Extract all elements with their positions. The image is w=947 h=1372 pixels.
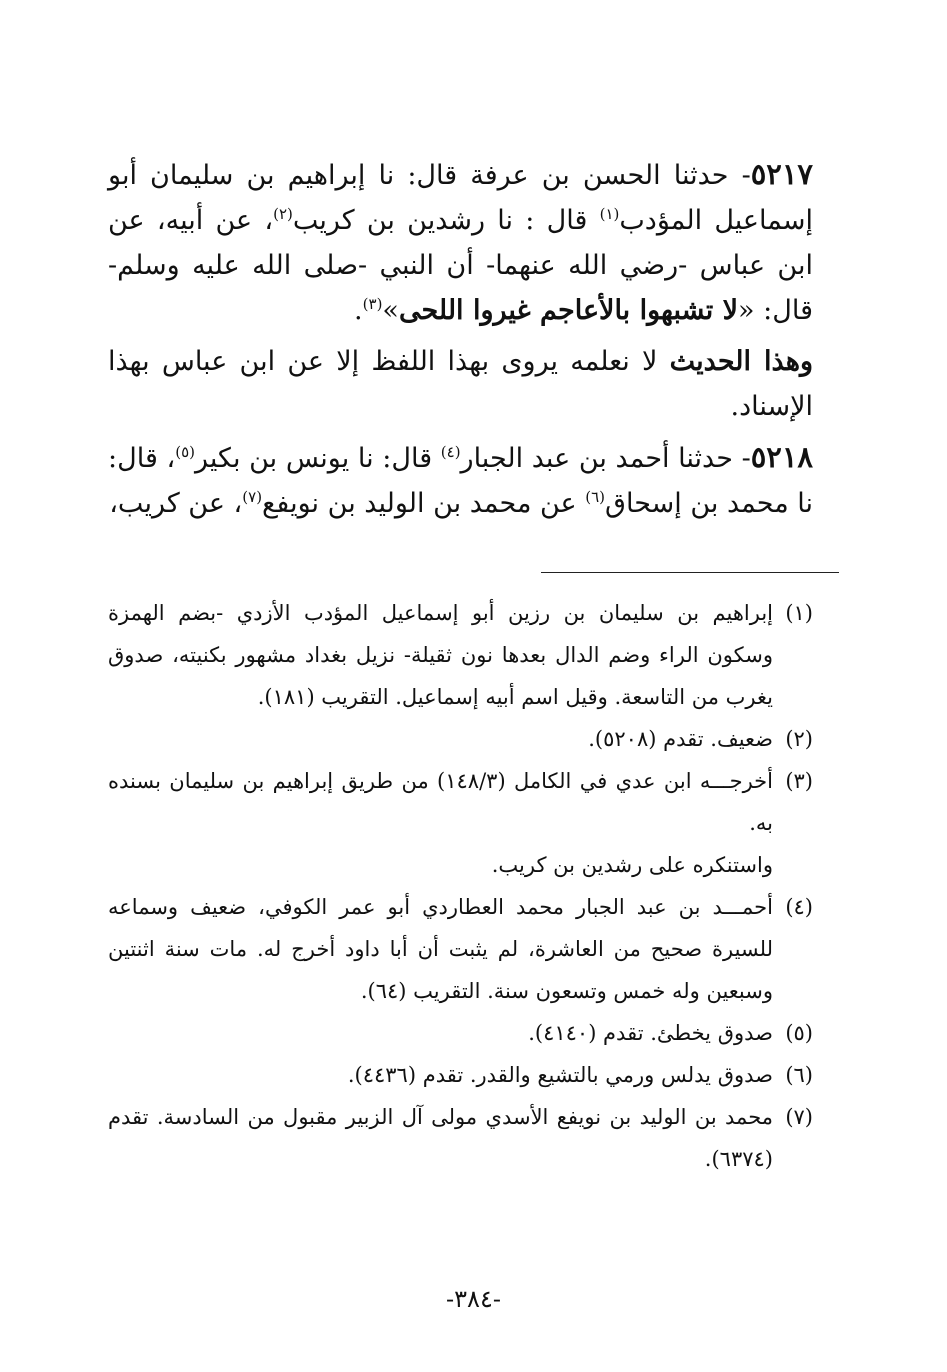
footnote-ref-5[interactable]: (٥) bbox=[175, 443, 195, 461]
footnote-ref-1[interactable]: (١) bbox=[599, 205, 620, 223]
comment-text: لا نعلمه يروى بهذا اللفظ إلا عن ابن عباس بهذا الإسناد. bbox=[108, 346, 813, 422]
footnote-3 bbox=[108, 760, 813, 844]
comment-lead: وهذا الحديث bbox=[669, 346, 813, 377]
hadith-text: - حدثنا أحمد بن عبد الجبار bbox=[460, 443, 751, 474]
footnote-ref-4[interactable]: (٤) bbox=[440, 443, 461, 461]
hadith-text: قال : نا رشدين بن كريب bbox=[292, 205, 600, 236]
hadith-number: ٥٢١٨ bbox=[750, 440, 813, 474]
hadith-number: ٥٢١٧ bbox=[750, 157, 813, 191]
main-text bbox=[108, 152, 813, 526]
hadith-text: ، عن كريب، bbox=[109, 488, 243, 519]
hadith-text: عن محمد بن الوليد بن نويفع bbox=[262, 488, 586, 519]
footnote-ref-7[interactable]: (٧) bbox=[242, 488, 263, 506]
footnote-text: ضعيف. تقدم (٥٢٠٨). bbox=[588, 727, 773, 751]
footnote-text: صدوق يدلس ورمي بالتشيع والقدر. تقدم (٤٤٣٦). bbox=[347, 1063, 773, 1087]
footnote-marker: (٧) bbox=[785, 1105, 813, 1129]
footnote-5 bbox=[108, 1012, 813, 1054]
hadith-text: - حدثنا الحسن بن عرفة قال: نا إبراهيم بن سليمان أبو إسماعيل المؤدب bbox=[108, 160, 813, 236]
footnote-ref-2[interactable]: (٢) bbox=[273, 205, 293, 223]
footnote-7 bbox=[108, 1096, 813, 1180]
footnote-marker: (٥) bbox=[785, 1021, 813, 1045]
footnote-text: صدوق يخطئ. تقدم (٤١٤٠). bbox=[528, 1021, 773, 1045]
footnote-marker: (٦) bbox=[785, 1063, 813, 1087]
footnote-ref-3[interactable]: (٣) bbox=[362, 295, 383, 313]
footnote-marker: (٢) bbox=[785, 727, 813, 751]
page-number: -٣٨٤- bbox=[446, 1285, 501, 1313]
footnote-2 bbox=[108, 718, 813, 760]
hadith-5218 bbox=[108, 435, 813, 526]
footnotes bbox=[108, 592, 813, 1180]
footnote-text: أخرجـــه ابن عدي في الكامل (١٤٨/٣) من طريق إبراهيم بن سليمان بسنده به. bbox=[108, 769, 774, 835]
footnote-text: إبراهيم بن سليمان بن رزين أبو إسماعيل المؤدب الأزدي -بضم الهمزة وسكون الراء وضم الدال بعدها نون ثقيلة- نزيل بغداد مشهور بكنيته، صدوق يغرب من التاسعة. وقيل اسم أبيه إسماعيل. التقريب (١٨١). bbox=[108, 601, 773, 709]
footnote-text: محمد بن الوليد بن نويفع الأسدي مولى آل الزبير مقبول من السادسة. تقدم (٦٣٧٤). bbox=[108, 1105, 773, 1171]
hadith-text: ، عن أبيه، عن ابن عباس -رضي الله عنهما- أن النبي -صلى الله عليه وسلم- قال: « bbox=[108, 205, 813, 326]
footnote-marker: (٣) bbox=[785, 769, 813, 793]
hadith-text: . bbox=[354, 295, 363, 326]
footnote-marker: (١) bbox=[785, 601, 813, 625]
footnote-ref-6[interactable]: (٦) bbox=[585, 488, 606, 506]
hadith-text: قال: نا يونس بن بكير bbox=[195, 443, 441, 474]
footnote-divider bbox=[541, 572, 839, 573]
hadith-text: ، قال: نا محمد بن إسحاق bbox=[108, 443, 813, 519]
hadith-5217 bbox=[108, 152, 813, 333]
footnote-text: أحمـــد بن عبد الجبار محمد العطاردي أبو عمر الكوفي، ضعيف وسماعه للسيرة صحيح من العاشرة، لم يثبت أن أبا داود أخرج له. مات سنة اثنتين وسبعين وله خمس وتسعون سنة. التقريب (٦٤). bbox=[108, 895, 773, 1003]
footnote-3-continuation: واستنكره على رشدين بن كريب. bbox=[491, 853, 773, 877]
footnote-4 bbox=[108, 886, 813, 1012]
prophetic-saying: لا تشبهوا بالأعاجم غيروا اللحى bbox=[398, 295, 739, 326]
footnote-marker: (٤) bbox=[785, 895, 813, 919]
hadith-text: » bbox=[382, 295, 399, 326]
author-comment bbox=[108, 339, 813, 429]
footnote-1 bbox=[108, 592, 813, 718]
footnote-6 bbox=[108, 1054, 813, 1096]
